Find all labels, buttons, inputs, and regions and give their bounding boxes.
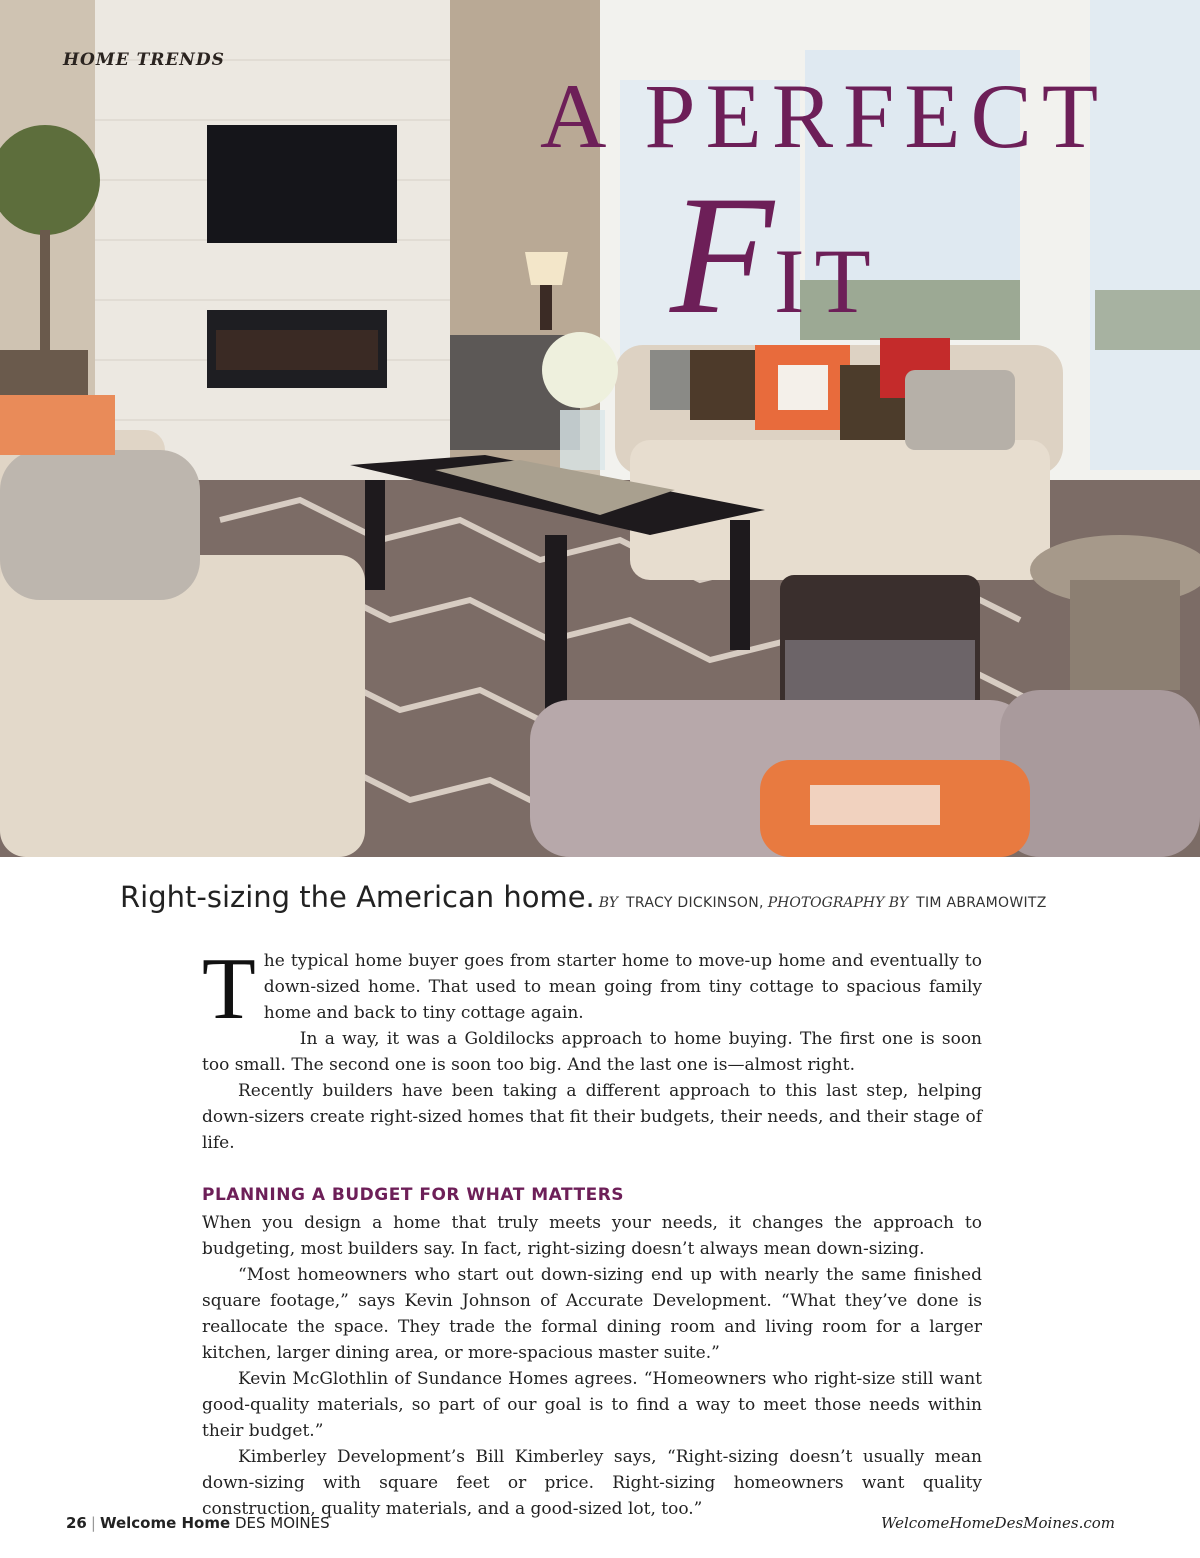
deck-byline [120,880,1080,914]
byline-author: TRACY DICKINSON, [626,895,764,911]
folio-separator: | [90,1514,96,1532]
magazine-brand: Welcome Home [99,1514,231,1532]
section-paragraph-3: Kevin McGlothlin of Sundance Homes agrees. “Homeowners who right-size still want good-quality materials, so part of our goal is to find a way to meet those needs within their budget.” [202,1369,982,1441]
photo-credit-label: PHOTOGRAPHY BY [767,895,909,911]
section-paragraph-4: Kimberley Development’s Bill Kimberley says, “Right-sizing doesn’t usually mean down-sizing with square feet or price. Right-sizing homeowners want quality construction, quality materials, and a good-sized lot, too.” [202,1447,982,1519]
deck-tagline: Right-sizing the American home. [120,880,595,914]
drop-cap: T [202,941,256,1038]
section-label: HOME TRENDS [63,50,225,70]
headline-line-2 [670,161,881,349]
folio [66,1514,330,1532]
website-url[interactable]: WelcomeHomeDesMoines.com [880,1514,1115,1532]
photo-credit-name: TIM ABRAMOWITZ [916,895,1047,911]
intro-paragraph-1 [202,941,982,1038]
section-paragraph-2: “Most homeowners who start out down-sizing end up with nearly the same finished square footage,” says Kevin Johnson of Accurate Development. “What they’ve done is reallocate the space. They trade the formal dining room and living room for a larger kitchen, larger dining area, or more-spacious master suite.” [202,1265,982,1363]
intro-paragraph-1-text: he typical home buyer goes from starter home to move-up home and eventually to down-sized home. That used to mean going from tiny cottage to spacious family home and back to tiny cottage again. [263,951,982,1023]
page-number: 26 [66,1514,87,1532]
magazine-city: DES MOINES [234,1514,330,1532]
headline-rest: IT [773,230,881,332]
section-subhead: PLANNING A BUDGET FOR WHAT MATTERS [202,1185,625,1205]
intro-paragraph-3: Recently builders have been taking a different approach to this last step, helping down-sizers create right-sized homes that fit their budgets, their needs, and their stage of life. [202,1081,982,1153]
section-paragraph-1: When you design a home that truly meets your needs, it changes the approach to budgeting, most builders say. In fact, right-sizing doesn’t always mean down-sizing. [202,1213,982,1259]
headline-line-1: A PERFECT [540,65,1109,167]
byline-label: BY [598,895,619,911]
intro-paragraph-2: In a way, it was a Goldilocks approach to home buying. The first one is soon too small. The second one is soon too big. And the last one is—almost right. [202,1029,982,1075]
headline-initial: F [670,161,774,349]
article-body [202,941,982,1522]
